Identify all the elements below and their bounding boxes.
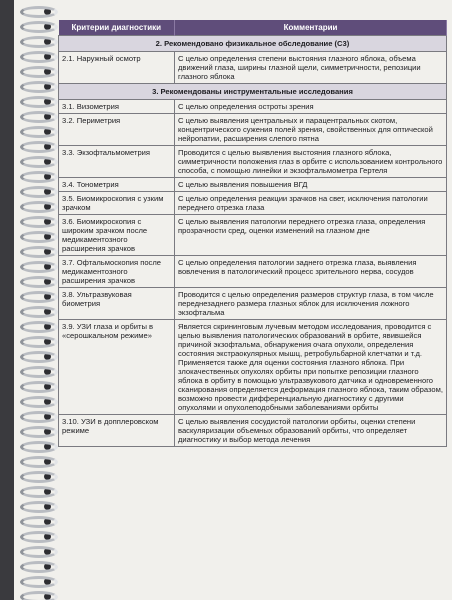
binding-ring: [20, 351, 58, 363]
binding-ring: [20, 411, 58, 423]
binding-ring: [20, 501, 58, 513]
criterion-cell: 3.7. Офтальмоскопия после медикаментозного расширения зрачков: [59, 256, 175, 288]
table-row: [59, 320, 447, 415]
comment-cell: С целью выявления патологии переднего отрезка глаза, определения прозрачности сред, оценки изменений на глазном дне: [175, 215, 447, 256]
comment-cell: С целью определения остроты зрения: [175, 100, 447, 114]
binding-ring: [20, 426, 58, 438]
table-row: [59, 415, 447, 447]
diagnostics-table: [58, 20, 447, 447]
binding-ring: [20, 81, 58, 93]
comment-cell: Является скрининговым лучевым методом исследования, проводится с целью выявления патологических образований в орбите, явившейся причиной экзофтальма, обнаружения очага опухоли, определения состояния экстраокулярных мышц, ретробульбарной клетчатки и т.д. Применяется также для оценки состояния глазного яблока. При злокачественных опухолях орбиты при попытке репозиции глазного яблока в орбиту в помощью ультразвукового датчика и одновременного сканирования определяется деформация глазного яблока, таким образом, возможно провести дифференциальную диагностику с другими опухолями и опухолеподобными заболеваниями орбиты: [175, 320, 447, 415]
binding-ring: [20, 396, 58, 408]
binding-ring: [20, 531, 58, 543]
comment-cell: Проводится с целью определения размеров структур глаза, в том числе переднезаднего размера глазных яблок для исключения ложного экзофтальма: [175, 288, 447, 320]
binding-ring: [20, 561, 58, 573]
binding-ring: [20, 261, 58, 273]
binding-ring: [20, 216, 58, 228]
binding-ring: [20, 456, 58, 468]
binding-ring: [20, 471, 58, 483]
section-title: 3. Рекомендованы инструментальные исследования: [59, 84, 447, 100]
criterion-cell: 2.1. Наружный осмотр: [59, 52, 175, 84]
section-row: [59, 36, 447, 52]
comment-cell: С целью выявления центральных и парацентральных скотом, концентрического сужения полей зрения, свойственных для оптической нейропатии, расширения слепого пятна: [175, 114, 447, 146]
section-row: [59, 84, 447, 100]
binding-ring: [20, 201, 58, 213]
criterion-cell: 3.1. Визометрия: [59, 100, 175, 114]
criterion-cell: 3.5. Биомикроскопия с узким зрачком: [59, 192, 175, 215]
table-row: [59, 146, 447, 178]
binding-ring: [20, 96, 58, 108]
binding-ring: [20, 36, 58, 48]
binding-ring: [20, 516, 58, 528]
table-row: [59, 215, 447, 256]
table-row: [59, 178, 447, 192]
table-row: [59, 192, 447, 215]
table-row: [59, 114, 447, 146]
table-row: [59, 288, 447, 320]
binding-ring: [20, 246, 58, 258]
binding-ring: [20, 276, 58, 288]
comment-cell: Проводится с целью выявления выстояния глазного яблока, симметричности положения глаз в орбите с использованием контрольного способа, с помощью линейки и экзофтальмометра Гертеля: [175, 146, 447, 178]
criterion-cell: 3.4. Тонометрия: [59, 178, 175, 192]
table-header-row: [59, 20, 447, 36]
criterion-cell: 3.3. Экзофтальмометрия: [59, 146, 175, 178]
binding-ring: [20, 231, 58, 243]
binding-ring: [20, 546, 58, 558]
binding-ring: [20, 186, 58, 198]
section-title: 2. Рекомендовано физикальное обследование (С3): [59, 36, 447, 52]
binding-ring: [20, 66, 58, 78]
criterion-cell: 3.9. УЗИ глаза и орбиты в «серошкальном режиме»: [59, 320, 175, 415]
comment-cell: С целью выявления повышения ВГД: [175, 178, 447, 192]
criterion-cell: 3.2. Периметрия: [59, 114, 175, 146]
comment-cell: С целью определения реакции зрачков на свет, исключения патологии переднего отрезка глаза: [175, 192, 447, 215]
comment-cell: С целью выявления сосудистой патологии орбиты, оценки степени васкуляризации объемных образований орбиты, что определяет диагностику и выбор метода лечения: [175, 415, 447, 447]
criterion-cell: 3.6. Биомикроскопия с широким зрачком после медикаментозного расширения зрачков: [59, 215, 175, 256]
binding-ring: [20, 441, 58, 453]
binding-ring: [20, 21, 58, 33]
criterion-cell: 3.10. УЗИ в допплеровском режиме: [59, 415, 175, 447]
binding-ring: [20, 486, 58, 498]
binding-ring: [20, 321, 58, 333]
spiral-binding: [14, 0, 60, 600]
comment-cell: С целью определения степени выстояния глазного яблока, объема движений глаза, ширины глазной щели, симметричности, репозиции глазного яблока: [175, 52, 447, 84]
binding-ring: [20, 141, 58, 153]
table-row: [59, 256, 447, 288]
binding-ring: [20, 111, 58, 123]
binding-ring: [20, 591, 58, 600]
binding-ring: [20, 366, 58, 378]
book-page: [14, 0, 452, 600]
table-row: [59, 100, 447, 114]
comment-cell: С целью определения патологии заднего отрезка глаза, выявления вовлечения в патологический процесс зрительного нерва, сосудов: [175, 256, 447, 288]
binding-ring: [20, 291, 58, 303]
header-criteria: Критерии диагностики: [59, 20, 175, 36]
binding-ring: [20, 156, 58, 168]
binding-ring: [20, 6, 58, 18]
binding-ring: [20, 381, 58, 393]
table-row: [59, 52, 447, 84]
binding-ring: [20, 576, 58, 588]
binding-ring: [20, 51, 58, 63]
header-comments: Комментарии: [175, 20, 447, 36]
binding-ring: [20, 306, 58, 318]
criterion-cell: 3.8. Ультразвуковая биометрия: [59, 288, 175, 320]
binding-ring: [20, 171, 58, 183]
binding-ring: [20, 336, 58, 348]
binding-ring: [20, 126, 58, 138]
